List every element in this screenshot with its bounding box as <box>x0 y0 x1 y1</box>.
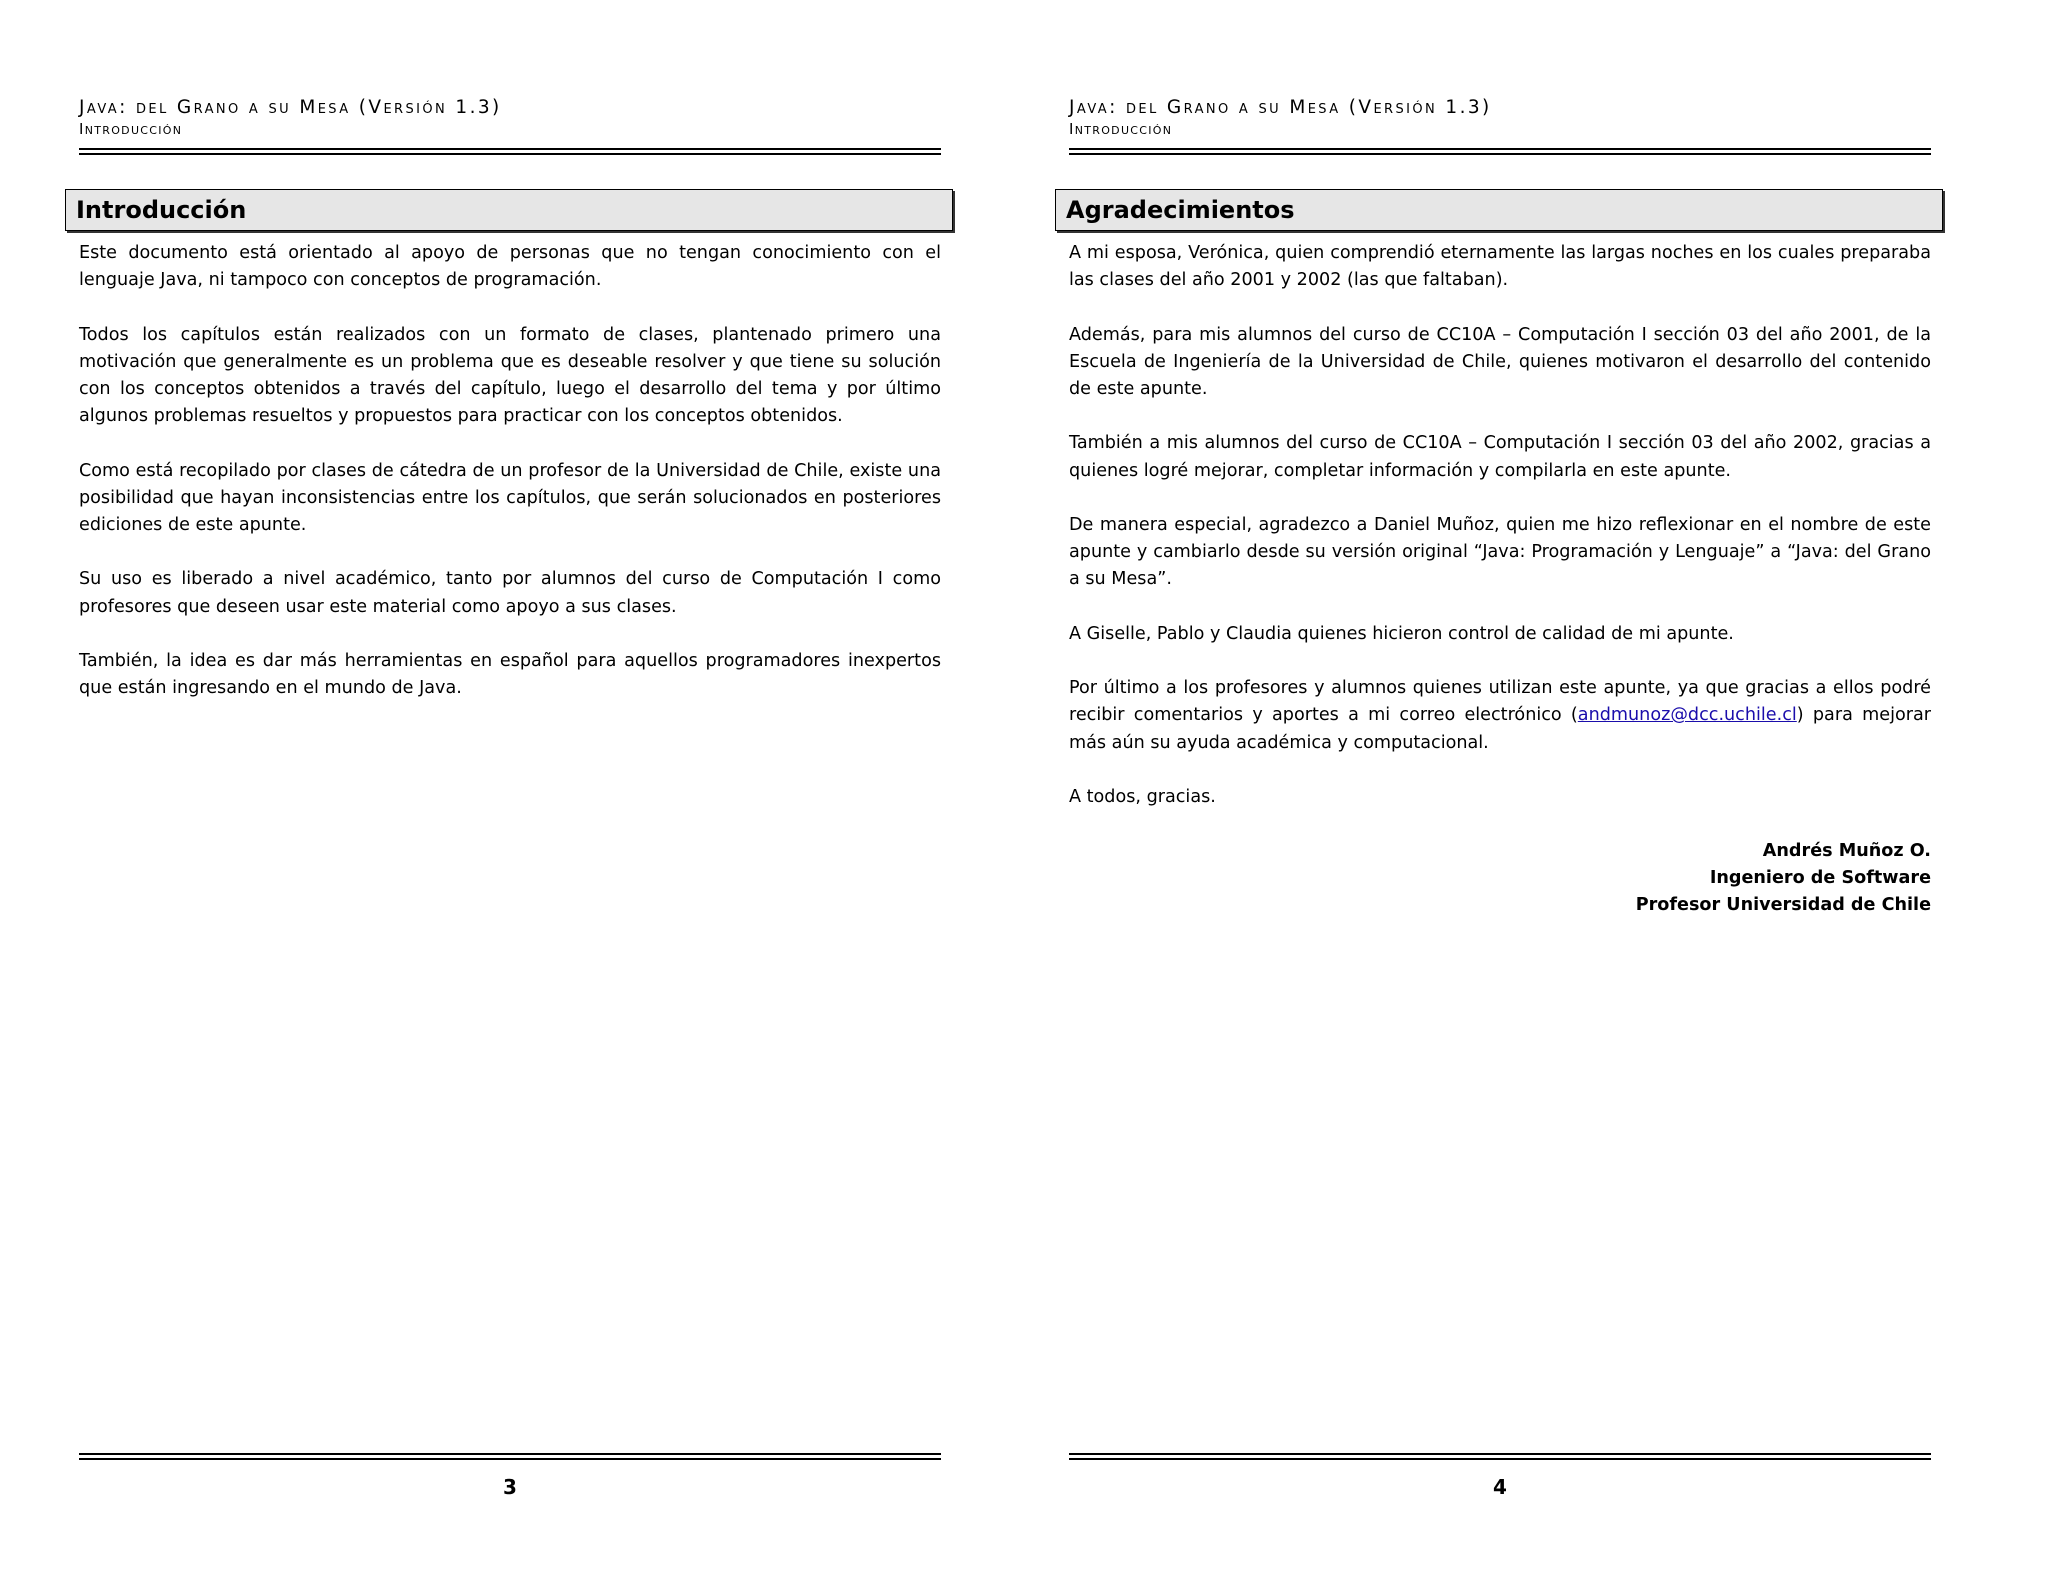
section-title: Introducción <box>76 196 247 224</box>
closing-line: A todos, gracias. <box>1069 786 1216 807</box>
left-page <box>62 0 962 1582</box>
section-heading-box <box>65 189 953 231</box>
right-page <box>1052 0 1952 1582</box>
signature-name: Andrés Muñoz O. <box>1762 841 1931 861</box>
running-header-subtitle: Introducción <box>79 120 183 138</box>
signature-role: Ingeniero de Software <box>1709 868 1931 889</box>
page-number: 4 <box>1493 1475 1507 1499</box>
header-rule <box>1069 148 1931 150</box>
paragraph: A mi esposa, Verónica, quien comprendió eternamente las largas noches en los cuales preparaba las clases del año 2001 y 2002 (las que faltaban). <box>1069 243 1931 291</box>
footer-rule <box>1069 1458 1931 1460</box>
footer-rule <box>79 1453 941 1455</box>
email-link[interactable]: andmunoz@dcc.uchile.cl <box>1577 705 1797 726</box>
signature-affiliation: Profesor Universidad de Chile <box>1635 895 1931 916</box>
email-paragraph <box>1069 675 1931 757</box>
email-paragraph-after: ) para mejorar más aún su ayuda académica y computacional. <box>1069 705 1931 753</box>
footer-rule <box>1069 1453 1931 1455</box>
body-text <box>79 240 941 730</box>
running-header-subtitle: Introducción <box>1069 120 1173 138</box>
paragraph: También a mis alumnos del curso de CC10A – Computación I sección 03 del año 2002, gracias a quienes logré mejorar, completar información y compilarla en este apunte. <box>1069 433 1931 481</box>
header-rule <box>79 153 941 155</box>
paragraph: De manera especial, agradezco a Daniel Muñoz, quien me hizo reflexionar en el nombre de este apunte y cambiarlo desde su versión original “Java: Programación y Lenguaje” a “Java: del Grano a su Mesa”. <box>1069 514 1931 590</box>
paragraph: También, la idea es dar más herramientas en español para aquellos programadores inexpertos que están ingresando en el mundo de Java. <box>79 650 941 699</box>
section-heading-box <box>1055 189 1943 231</box>
running-header-title: Java: del Grano a su Mesa (Versión 1.3) <box>79 97 502 118</box>
email-paragraph-before: Por último a los profesores y alumnos quienes utilizan este apunte, ya que gracias a ellos podré recibir comentarios y aportes a mi correo electrónico ( <box>1069 678 1931 726</box>
paragraph: Como está recopilado por clases de cátedra de un profesor de la Universidad de Chile, existe una posibilidad que hayan inconsistencias entre los capítulos, que serán solucionados en posteriores ediciones de este apunte. <box>79 460 941 535</box>
header-rule <box>1069 153 1931 155</box>
paragraph: A Giselle, Pablo y Claudia quienes hicieron control de calidad de mi apunte. <box>1069 623 1734 644</box>
paragraph: Su uso es liberado a nivel académico, tanto por alumnos del curso de Computación I como profesores que deseen usar este material como apoyo a sus clases. <box>79 569 941 617</box>
page-number: 3 <box>503 1475 517 1499</box>
footer-rule <box>79 1458 941 1460</box>
paragraph: Todos los capítulos están realizados con un formato de clases, plantenado primero una motivación que generalmente es un problema que es deseable resolver y que tiene su solución con los conceptos obtenidos a través del capítulo, luego el desarrollo del tema y por último algunos problemas resueltos y propuestos para practicar con los conceptos obtenidos. <box>79 324 941 427</box>
section-title: Agradecimientos <box>1066 196 1295 224</box>
paragraph: Además, para mis alumnos del curso de CC10A – Computación I sección 03 del año 2001, de la Escuela de Ingeniería de la Universidad de Chile, quienes motivaron el desarrollo del contenido de este apunte. <box>1069 324 1931 399</box>
signature-block <box>1636 838 1931 920</box>
body-text <box>1069 240 1931 838</box>
header-rule <box>79 148 941 150</box>
paragraph: Este documento está orientado al apoyo de personas que no tengan conocimiento con el lenguaje Java, ni tampoco con conceptos de programación. <box>79 243 941 291</box>
running-header-title: Java: del Grano a su Mesa (Versión 1.3) <box>1069 97 1492 118</box>
